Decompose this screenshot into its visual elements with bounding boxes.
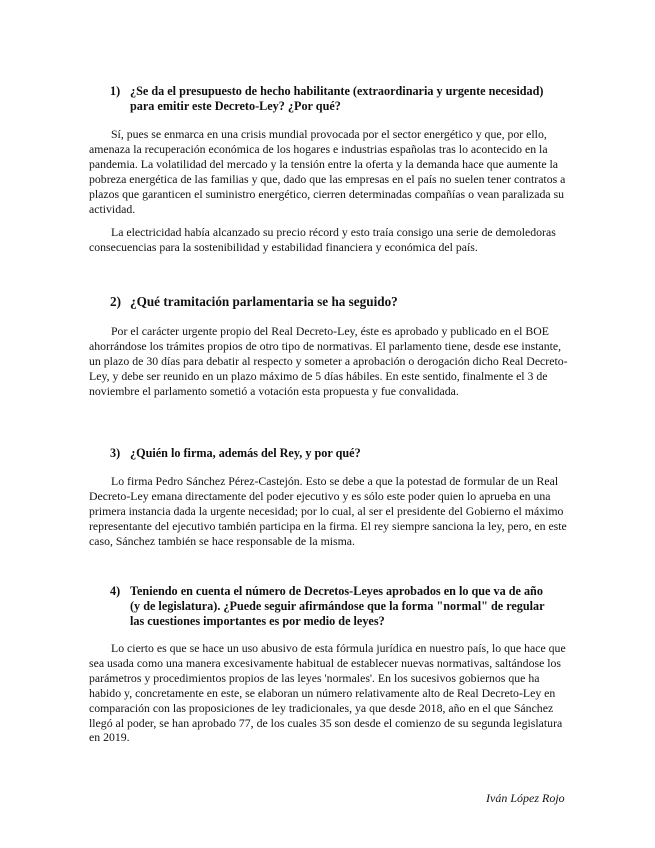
question-3-number: 3) <box>110 446 121 460</box>
answer-4-paragraph-1 <box>89 641 569 745</box>
author-signature: Iván López Rojo <box>486 791 565 805</box>
answer-1-paragraph-2 <box>89 225 569 255</box>
question-2-heading <box>110 294 550 309</box>
question-3-heading <box>110 446 550 461</box>
answer-1-paragraph-1 <box>89 127 569 216</box>
question-2-number: 2) <box>110 294 121 309</box>
answer-2-paragraph-1 <box>89 324 569 399</box>
question-4-heading <box>110 584 550 629</box>
answer-2-paragraph-1-text: Por el carácter urgente propio del Real Decreto-Ley, éste es aprobado y publicado en el BOE ahorrándose los trámites propios de otro tipo de normativas. El parlamento tiene, desde ese instante, un plazo de 30 días para debatir al respecto y someter a aprobación o derogación dicho Real Decreto-Ley, y debe ser reunido en un plazo máximo de 5 días hábiles. En este sentido, finalmente el 3 de noviembre el parlamento sometió a votación esta propuesta y fue convalidada. <box>89 324 568 398</box>
answer-1-paragraph-1-text: Sí, pues se enmarca en una crisis mundial provocada por el sector energético y que, por ello, amenaza la recuperación económica de los hogares e industrias españolas tras lo acontecido en la pandemia. La volatilidad del mercado y la tensión entre la oferta y la demanda hace que aumente la pobreza energética de las familias y que, dado que las empresas en el país no suelen tener contratos a plazos que garanticen el suministro energético, cierren determinadas compañías o vean paralizada su actividad. <box>89 127 566 216</box>
question-2-text: ¿Qué tramitación parlamentaria se ha seguido? <box>130 294 398 309</box>
answer-4-paragraph-1-text: Lo cierto es que se hace un uso abusivo de esta fórmula jurídica en nuestro país, lo que hace que sea usada como una manera excesivamente habitual de establecer nuevas normativas, saltándose los parámetros y procedimientos propios de las leyes 'normales'. En los sucesivos gobiernos que ha habido y, concretamente en este, se elaboran un número relativamente alto de Real Decreto-Ley en comparación con las proposiciones de ley tradicionales, ya que desde 2018, año en el que Sánchez llegó al poder, se han aprobado 77, de los cuales 35 son desde el comienzo de su segunda legislatura en 2019. <box>89 641 566 745</box>
question-1-number: 1) <box>110 84 121 98</box>
answer-3-paragraph-1 <box>89 474 569 549</box>
question-3-text: ¿Quién lo firma, además del Rey, y por qué? <box>130 446 361 460</box>
question-1-heading <box>110 84 550 114</box>
question-4-number: 4) <box>110 584 121 598</box>
answer-3-paragraph-1-text: Lo firma Pedro Sánchez Pérez-Castejón. Esto se debe a que la potestad de formular de un Real Decreto-Ley emana directamente del poder ejecutivo y es sólo este poder quien lo aprueba en una primera instancia dada la urgente necesidad; por lo cual, al ser el presidente del Gobierno el máximo representante del ejecutivo también participa en la firma. El rey siempre sanciona la ley, pero, en este caso, Sánchez también se hace responsable de la misma. <box>89 474 567 548</box>
question-1-text: ¿Se da el presupuesto de hecho habilitante (extraordinaria y urgente necesidad) para emitir este Decreto-Ley? ¿Por qué? <box>130 84 544 113</box>
answer-1-paragraph-2-text: La electricidad había alcanzado su precio récord y esto traía consigo una serie de demoledoras consecuencias para la sostenibilidad y estabilidad financiera y económica del país. <box>89 225 556 254</box>
question-4-text: Teniendo en cuenta el número de Decretos-Leyes aprobados en lo que va de año (y de legislatura). ¿Puede seguir afirmándose que la forma "normal" de regular las cuestiones importantes es por medio de leyes? <box>130 584 545 628</box>
